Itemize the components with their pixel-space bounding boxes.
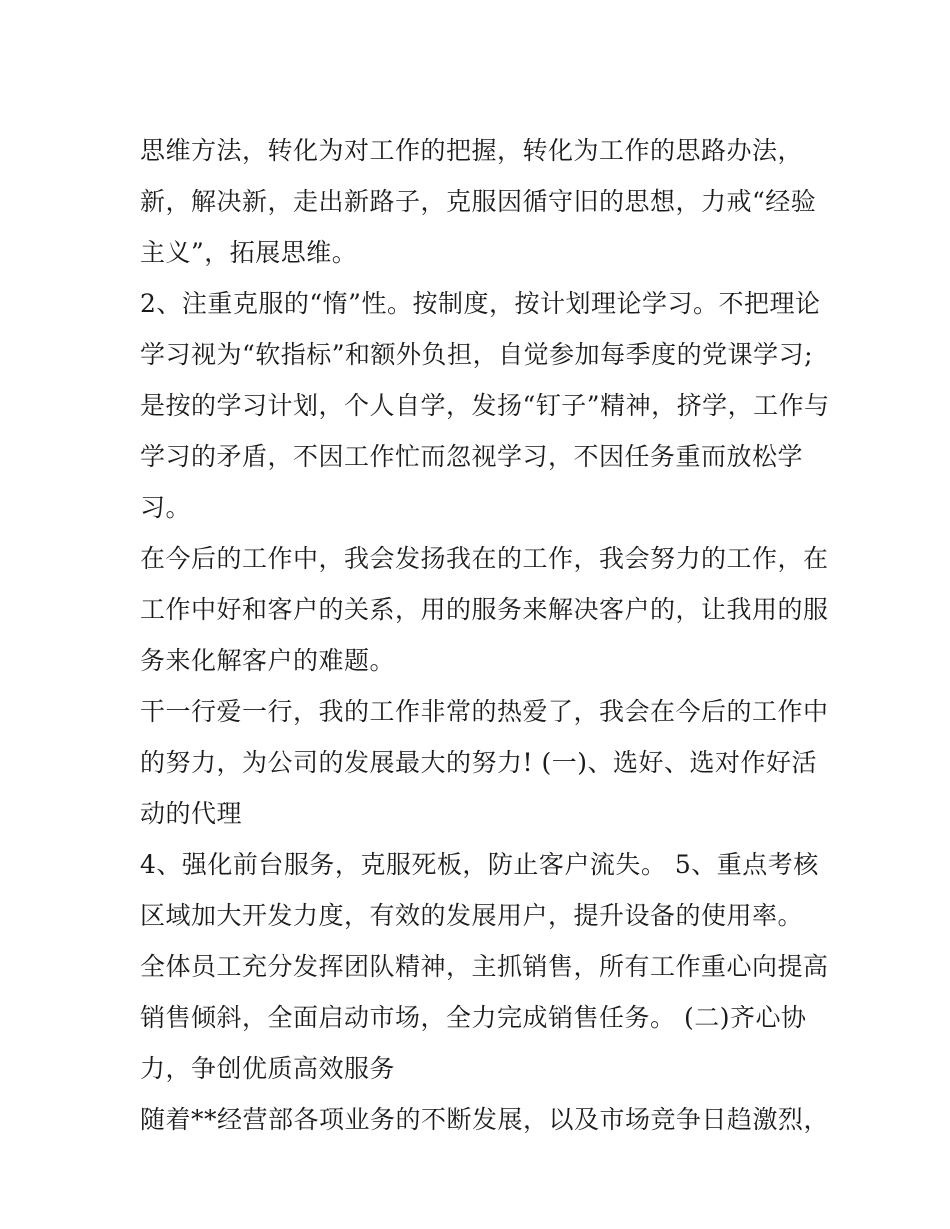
text-line: 学习视为“软指标”和额外负担，自觉参加每季度的党课学习; (140, 340, 813, 369)
text-line: 思维方法，转化为对工作的把握，转化为工作的思路办法， (140, 136, 804, 165)
text-line: 4、强化前台服务，克服死板，防止客户流失。 5、重点考核 (140, 850, 819, 879)
text-line: 是按的学习计划，个人自学，发扬“钉子”精神，挤学，工作与 (140, 391, 830, 420)
text-line: 新，解决新，走出新路子，克服因循守旧的思想，力戒“经验 (140, 187, 817, 216)
text-line: 务来化解客户的难题。 (140, 646, 396, 675)
text-line: 力，争创优质高效服务 (140, 1054, 396, 1083)
text-line: 学习的矛盾，不因工作忙而忽视学习，不因任务重而放松学 (140, 442, 804, 471)
text-line: 工作中好和客户的关系，用的服务来解决客户的，让我用的服 (140, 595, 829, 624)
text-line: 干一行爱一行，我的工作非常的热爱了，我会在今后的工作中 (140, 697, 829, 726)
text-line: 在今后的工作中，我会发扬我在的工作，我会努力的工作，在 (140, 544, 829, 573)
text-line: 2、注重克服的“惰”性。按制度，按计划理论学习。不把理论 (140, 289, 821, 318)
text-line: 随着**经营部各项业务的不断发展，以及市场竞争日趋激烈， (140, 1105, 830, 1134)
text-line: 全体员工充分发挥团队精神，主抓销售，所有工作重心向提高 (140, 952, 829, 981)
text-line: 区域加大开发力度，有效的发展用户，提升设备的使用率。 (140, 901, 804, 930)
text-line: 销售倾斜，全面启动市场，全力完成销售任务。 (二)齐心协 (140, 1003, 807, 1032)
text-line: 主义”，拓展思维。 (140, 238, 358, 267)
body-text (140, 125, 830, 1145)
text-line: 习。 (140, 493, 192, 522)
text-line: 的努力，为公司的发展最大的努力! (一)、选好、选对作好活 (140, 748, 818, 777)
text-line: 动的代理 (140, 799, 243, 828)
